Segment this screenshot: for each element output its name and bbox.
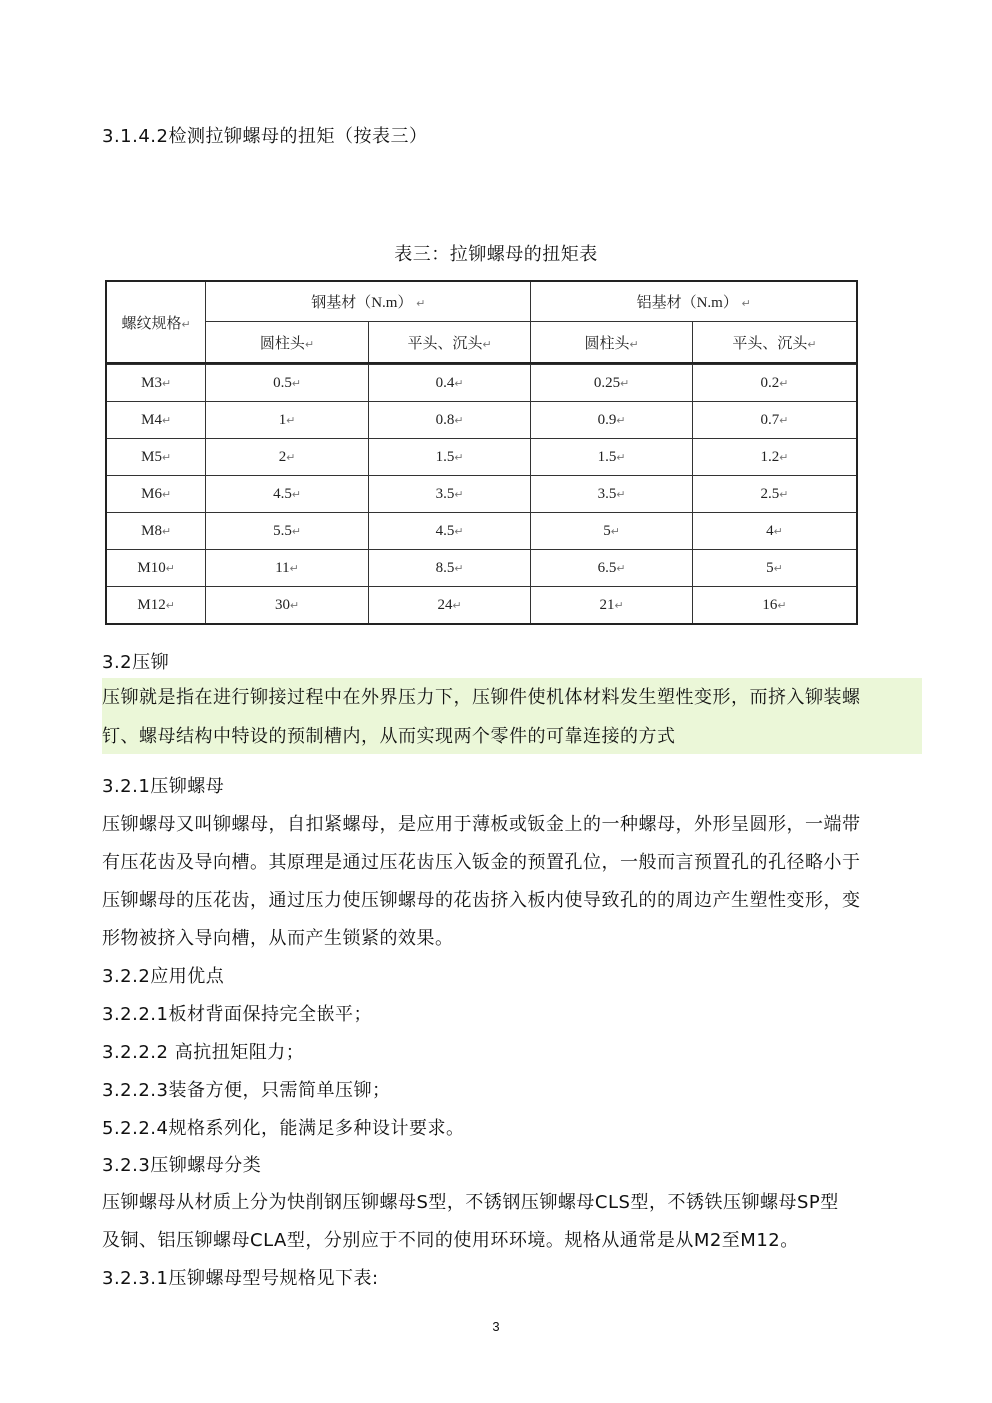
table-row — [106, 476, 857, 513]
table-cell: 4↵ — [692, 513, 857, 550]
header-spec: 螺纹规格↵ — [106, 281, 206, 363]
table-cell: M6↵ — [106, 476, 206, 513]
advantage-item: 3.2.2.2 高抗扭矩阻力； — [102, 1042, 305, 1063]
paragraph-line: 压铆螺母从材质上分为快削钢压铆螺母S型，不锈钢压铆螺母CLS型，不锈铁压铆螺母SP型 — [102, 1192, 839, 1213]
table-row — [106, 365, 857, 402]
paragraph-line: 钉、螺母结构中特设的预制槽内，从而实现两个零件的可靠连接的方式 — [102, 726, 676, 747]
section-heading-323: 3.2.3压铆螺母分类 — [102, 1155, 262, 1176]
table-cell: 3.5↵ — [531, 476, 693, 513]
table-cell: 0.5↵ — [206, 365, 369, 402]
paragraph-line: 及铜、铝压铆螺母CLA型，分别应于不同的使用环环境。规格从通常是从M2至M12。 — [102, 1230, 799, 1251]
table-cell: 30↵ — [206, 587, 369, 625]
table-cell: 0.9↵ — [531, 402, 693, 439]
paragraph-line: 形物被挤入导向槽，从而产生锁紧的效果。 — [102, 928, 454, 949]
table-cell: M8↵ — [106, 513, 206, 550]
table-cell: 0.4↵ — [368, 365, 531, 402]
table-cell: 2.5↵ — [692, 476, 857, 513]
section-heading-322: 3.2.2应用优点 — [102, 966, 225, 987]
table-cell: 5↵ — [531, 513, 693, 550]
table-cell: 5.5↵ — [206, 513, 369, 550]
table-cell: 0.25↵ — [531, 365, 693, 402]
table-cell: M12↵ — [106, 587, 206, 625]
table-cell: M4↵ — [106, 402, 206, 439]
table-row — [106, 550, 857, 587]
table-cell: 5↵ — [692, 550, 857, 587]
header-steel: 钢基材（N.m） ↵ — [206, 281, 531, 322]
section-heading-321: 3.2.1压铆螺母 — [102, 776, 225, 797]
page-number: 3 — [492, 1319, 500, 1334]
table-cell: 2↵ — [206, 439, 369, 476]
paragraph-line: 有压花齿及导向槽。其原理是通过压花齿压入钣金的预置孔位，一般而言预置孔的孔径略小于 — [102, 852, 861, 873]
table-row — [106, 402, 857, 439]
table-row — [106, 439, 857, 476]
subheader-steel-flat: 平头、沉头↵ — [368, 322, 531, 364]
table-cell: 4.5↵ — [206, 476, 369, 513]
subheader-steel-cylinder: 圆柱头↵ — [206, 322, 369, 364]
table-row — [106, 587, 857, 625]
table-cell: 0.7↵ — [692, 402, 857, 439]
table-cell: 8.5↵ — [368, 550, 531, 587]
table-cell: 1.5↵ — [531, 439, 693, 476]
table-cell: 3.5↵ — [368, 476, 531, 513]
advantage-item: 3.2.2.3装备方便，只需简单压铆； — [102, 1080, 391, 1101]
table-cell: M3↵ — [106, 365, 206, 402]
table-cell: 6.5↵ — [531, 550, 693, 587]
table-cell: 24↵ — [368, 587, 531, 625]
table-cell: 4.5↵ — [368, 513, 531, 550]
table-cell: 0.2↵ — [692, 365, 857, 402]
subheader-al-cylinder: 圆柱头↵ — [531, 322, 693, 364]
paragraph-line: 压铆螺母的压花齿，通过压力使压铆螺母的花齿挤入板内使导致孔的的周边产生塑性变形，变 — [102, 890, 861, 911]
table-row — [106, 513, 857, 550]
header-aluminum: 铝基材（N.m） ↵ — [531, 281, 857, 322]
table-cell: 11↵ — [206, 550, 369, 587]
advantage-item: 3.2.2.1板材背面保持完全嵌平； — [102, 1004, 372, 1025]
table-cell: 21↵ — [531, 587, 693, 625]
table-cell: 16↵ — [692, 587, 857, 625]
advantage-item: 5.2.2.4规格系列化，能满足多种设计要求。 — [102, 1118, 465, 1139]
table-cell: M5↵ — [106, 439, 206, 476]
table-header-row — [106, 281, 857, 322]
table-cell: 0.8↵ — [368, 402, 531, 439]
section-heading-3142: 3.1.4.2检测拉铆螺母的扭矩（按表三） — [102, 126, 428, 147]
section-heading-3231: 3.2.3.1压铆螺母型号规格见下表: — [102, 1268, 379, 1289]
table-cell: 1↵ — [206, 402, 369, 439]
table-cell: 1.2↵ — [692, 439, 857, 476]
table-caption: 表三：拉铆螺母的扭矩表 — [394, 244, 598, 265]
section-heading-32: 3.2压铆 — [102, 652, 170, 673]
subheader-al-flat: 平头、沉头↵ — [692, 322, 857, 364]
paragraph-line: 压铆就是指在进行铆接过程中在外界压力下，压铆件使机体材料发生塑性变形，而挤入铆装螺 — [102, 687, 861, 708]
paragraph-line: 压铆螺母又叫铆螺母，自扣紧螺母，是应用于薄板或钣金上的一种螺母，外形呈圆形，一端带 — [102, 814, 861, 835]
table-cell: 1.5↵ — [368, 439, 531, 476]
table-cell: M10↵ — [106, 550, 206, 587]
torque-table — [105, 280, 858, 625]
table-subheader-row — [106, 322, 857, 364]
